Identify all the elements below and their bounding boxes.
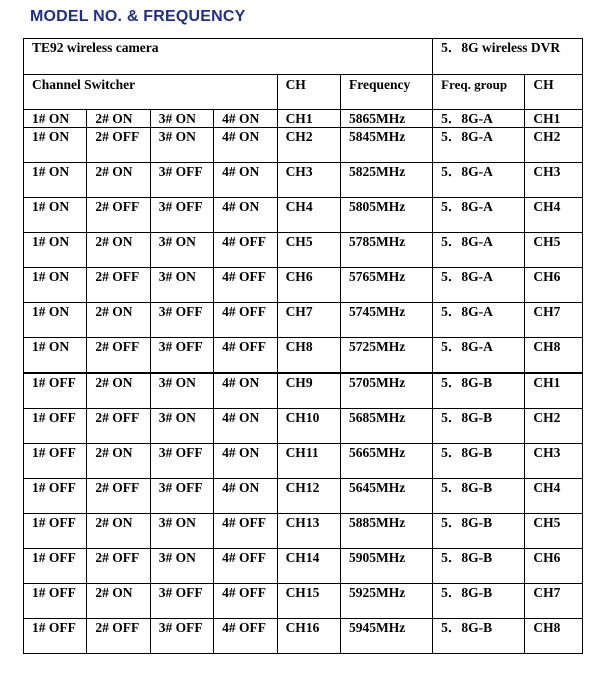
- dvr-ch-cell: CH8: [525, 338, 583, 374]
- dvr-ch-header: CH: [525, 75, 583, 110]
- table-row: [24, 373, 583, 409]
- frequency-cell: 5665MHz: [340, 444, 432, 479]
- switch-3-cell: 3# ON: [150, 409, 213, 444]
- ch-cell: CH14: [277, 549, 340, 584]
- switch-3-cell: 3# OFF: [150, 619, 213, 654]
- ch-cell: CH6: [277, 268, 340, 303]
- ch-cell: CH12: [277, 479, 340, 514]
- frequency-cell: 5925MHz: [340, 584, 432, 619]
- dvr-ch-cell: CH2: [525, 128, 583, 163]
- freq-group-cell: 5．8G-A: [433, 233, 525, 268]
- switch-1-cell: 1# ON: [24, 233, 87, 268]
- switch-2-cell: 2# OFF: [87, 128, 150, 163]
- switch-1-cell: 1# ON: [24, 110, 87, 128]
- dvr-ch-cell: CH6: [525, 549, 583, 584]
- dvr-ch-cell: CH7: [525, 303, 583, 338]
- ch-cell: CH1: [277, 110, 340, 128]
- switch-2-cell: 2# OFF: [87, 619, 150, 654]
- ch-cell: CH16: [277, 619, 340, 654]
- freq-group-cell: 5．8G-A: [433, 110, 525, 128]
- freq-group-cell: 5．8G-A: [433, 338, 525, 374]
- switch-1-cell: 1# OFF: [24, 373, 87, 409]
- ch-cell: CH3: [277, 163, 340, 198]
- ch-cell: CH13: [277, 514, 340, 549]
- frequency-cell: 5865MHz: [340, 110, 432, 128]
- switch-3-cell: 3# ON: [150, 549, 213, 584]
- switch-4-cell: 4# OFF: [214, 303, 277, 338]
- ch-header: CH: [277, 75, 340, 110]
- freq-group-cell: 5．8G-A: [433, 198, 525, 233]
- table-header-row: [24, 39, 583, 75]
- switch-2-cell: 2# ON: [87, 110, 150, 128]
- freq-group-cell: 5．8G-B: [433, 479, 525, 514]
- switch-2-cell: 2# ON: [87, 514, 150, 549]
- freq-group-cell: 5．8G-A: [433, 268, 525, 303]
- switch-3-cell: 3# ON: [150, 268, 213, 303]
- switch-2-cell: 2# ON: [87, 584, 150, 619]
- switch-3-cell: 3# OFF: [150, 163, 213, 198]
- switch-2-cell: 2# OFF: [87, 479, 150, 514]
- switch-4-cell: 4# ON: [214, 373, 277, 409]
- freq-group-cell: 5．8G-B: [433, 549, 525, 584]
- ch-cell: CH2: [277, 128, 340, 163]
- table-subheader-row: [24, 75, 583, 110]
- freq-group-cell: 5．8G-B: [433, 409, 525, 444]
- freq-group-cell: 5．8G-A: [433, 163, 525, 198]
- switch-1-cell: 1# ON: [24, 268, 87, 303]
- switch-3-cell: 3# ON: [150, 110, 213, 128]
- frequency-cell: 5645MHz: [340, 479, 432, 514]
- switch-2-cell: 2# OFF: [87, 549, 150, 584]
- switch-3-cell: 3# OFF: [150, 303, 213, 338]
- table-row: [24, 584, 583, 619]
- switch-2-cell: 2# OFF: [87, 198, 150, 233]
- switch-3-cell: 3# ON: [150, 373, 213, 409]
- ch-cell: CH8: [277, 338, 340, 374]
- switch-4-cell: 4# OFF: [214, 233, 277, 268]
- table-row: [24, 163, 583, 198]
- channel-switcher-header: Channel Switcher: [24, 75, 278, 110]
- table-row: [24, 303, 583, 338]
- switch-4-cell: 4# ON: [214, 110, 277, 128]
- freq-group-cell: 5．8G-B: [433, 584, 525, 619]
- table-row: [24, 549, 583, 584]
- switch-1-cell: 1# OFF: [24, 619, 87, 654]
- switch-4-cell: 4# OFF: [214, 268, 277, 303]
- switch-4-cell: 4# OFF: [214, 584, 277, 619]
- switch-1-cell: 1# OFF: [24, 549, 87, 584]
- switch-1-cell: 1# OFF: [24, 444, 87, 479]
- dvr-ch-cell: CH4: [525, 479, 583, 514]
- dvr-header: 5．8G wireless DVR: [433, 39, 583, 75]
- switch-4-cell: 4# ON: [214, 444, 277, 479]
- frequency-cell: 5745MHz: [340, 303, 432, 338]
- switch-1-cell: 1# ON: [24, 163, 87, 198]
- table-row: [24, 409, 583, 444]
- switch-4-cell: 4# OFF: [214, 619, 277, 654]
- ch-cell: CH11: [277, 444, 340, 479]
- camera-header: TE92 wireless camera: [24, 39, 433, 75]
- switch-3-cell: 3# OFF: [150, 338, 213, 374]
- frequency-cell: 5885MHz: [340, 514, 432, 549]
- switch-2-cell: 2# OFF: [87, 268, 150, 303]
- freq-group-cell: 5．8G-A: [433, 303, 525, 338]
- table-row: [24, 514, 583, 549]
- switch-3-cell: 3# ON: [150, 233, 213, 268]
- ch-cell: CH5: [277, 233, 340, 268]
- switch-4-cell: 4# OFF: [214, 549, 277, 584]
- switch-1-cell: 1# ON: [24, 303, 87, 338]
- frequency-header: Frequency: [340, 75, 432, 110]
- switch-2-cell: 2# ON: [87, 163, 150, 198]
- switch-3-cell: 3# ON: [150, 514, 213, 549]
- switch-3-cell: 3# OFF: [150, 584, 213, 619]
- ch-cell: CH15: [277, 584, 340, 619]
- freq-group-cell: 5．8G-A: [433, 128, 525, 163]
- switch-2-cell: 2# ON: [87, 233, 150, 268]
- table-row: [24, 110, 583, 128]
- frequency-cell: 5705MHz: [340, 373, 432, 409]
- ch-cell: CH10: [277, 409, 340, 444]
- table-row: [24, 268, 583, 303]
- switch-2-cell: 2# ON: [87, 373, 150, 409]
- switch-3-cell: 3# OFF: [150, 444, 213, 479]
- switch-3-cell: 3# OFF: [150, 479, 213, 514]
- freq-group-cell: 5．8G-B: [433, 444, 525, 479]
- ch-cell: CH9: [277, 373, 340, 409]
- switch-3-cell: 3# ON: [150, 128, 213, 163]
- frequency-cell: 5825MHz: [340, 163, 432, 198]
- page-title: MODEL NO. & FREQUENCY: [30, 8, 246, 25]
- frequency-cell: 5765MHz: [340, 268, 432, 303]
- table-row: [24, 128, 583, 163]
- dvr-ch-cell: CH3: [525, 444, 583, 479]
- switch-4-cell: 4# OFF: [214, 514, 277, 549]
- switch-1-cell: 1# ON: [24, 198, 87, 233]
- freq-group-cell: 5．8G-B: [433, 373, 525, 409]
- switch-4-cell: 4# ON: [214, 479, 277, 514]
- switch-1-cell: 1# ON: [24, 128, 87, 163]
- frequency-table: [23, 38, 583, 654]
- freq-group-cell: 5．8G-B: [433, 619, 525, 654]
- switch-1-cell: 1# OFF: [24, 584, 87, 619]
- switch-1-cell: 1# ON: [24, 338, 87, 374]
- dvr-ch-cell: CH3: [525, 163, 583, 198]
- switch-4-cell: 4# ON: [214, 128, 277, 163]
- dvr-ch-cell: CH6: [525, 268, 583, 303]
- frequency-cell: 5785MHz: [340, 233, 432, 268]
- table-row: [24, 479, 583, 514]
- dvr-ch-cell: CH8: [525, 619, 583, 654]
- frequency-cell: 5905MHz: [340, 549, 432, 584]
- table-row: [24, 233, 583, 268]
- switch-1-cell: 1# OFF: [24, 479, 87, 514]
- switch-4-cell: 4# ON: [214, 409, 277, 444]
- frequency-cell: 5945MHz: [340, 619, 432, 654]
- frequency-cell: 5805MHz: [340, 198, 432, 233]
- switch-2-cell: 2# ON: [87, 444, 150, 479]
- dvr-ch-cell: CH5: [525, 233, 583, 268]
- dvr-ch-cell: CH1: [525, 110, 583, 128]
- switch-4-cell: 4# ON: [214, 163, 277, 198]
- table-row: [24, 338, 583, 374]
- dvr-ch-cell: CH5: [525, 514, 583, 549]
- switch-3-cell: 3# OFF: [150, 198, 213, 233]
- dvr-ch-cell: CH4: [525, 198, 583, 233]
- freq-group-cell: 5．8G-B: [433, 514, 525, 549]
- ch-cell: CH7: [277, 303, 340, 338]
- dvr-ch-cell: CH2: [525, 409, 583, 444]
- frequency-cell: 5845MHz: [340, 128, 432, 163]
- freq-group-header: Freq. group: [433, 75, 525, 110]
- frequency-cell: 5725MHz: [340, 338, 432, 374]
- switch-1-cell: 1# OFF: [24, 514, 87, 549]
- dvr-ch-cell: CH7: [525, 584, 583, 619]
- table-row: [24, 198, 583, 233]
- switch-2-cell: 2# OFF: [87, 409, 150, 444]
- switch-4-cell: 4# ON: [214, 198, 277, 233]
- switch-2-cell: 2# OFF: [87, 338, 150, 374]
- frequency-cell: 5685MHz: [340, 409, 432, 444]
- switch-2-cell: 2# ON: [87, 303, 150, 338]
- ch-cell: CH4: [277, 198, 340, 233]
- switch-1-cell: 1# OFF: [24, 409, 87, 444]
- table-row: [24, 444, 583, 479]
- dvr-ch-cell: CH1: [525, 373, 583, 409]
- switch-4-cell: 4# OFF: [214, 338, 277, 374]
- table-row: [24, 619, 583, 654]
